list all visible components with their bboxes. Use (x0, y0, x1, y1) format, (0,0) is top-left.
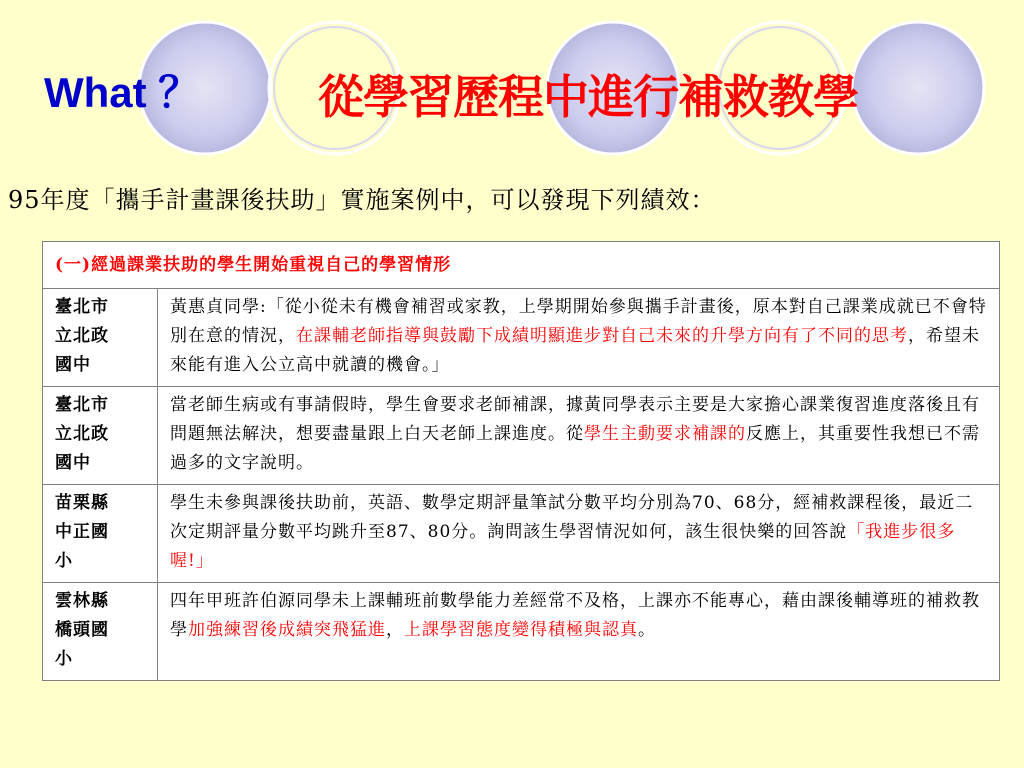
highlight-text: 上課學習態度變得積極與認真 (404, 620, 638, 640)
school-name-line: 立北政 (55, 326, 109, 346)
title-what: What ？ (44, 69, 201, 116)
table-row (43, 583, 1000, 681)
school-name-line: 小 (55, 649, 73, 669)
school-name-line: 臺北市 (55, 395, 109, 415)
highlight-text: 在課輔老師指導與鼓勵下成績明顯進步對自己未來的升學方向有了不同的思考 (296, 326, 908, 346)
description-text: 黃惠貞同學:「從小從未有機會補習或家教，上學期開始參與攜手計畫後，原本對自己課業成就已不會特別在意的情況， (170, 297, 987, 346)
description-text: 學生未參與課後扶助前，英語、數學定期評量筆試分數平均分別為70、68分，經補救課程後，最近二次定期評量分數平均跳升至87、80分。詢問該生學習情況如何，該生很快樂的回答說 (170, 493, 974, 542)
school-name-line: 苗栗縣 (55, 493, 109, 513)
description-text: 反應上，其重要性我想已不需過多的文字說明。 (170, 424, 980, 473)
page-title: 從學習歷程中進行補救教學 (318, 70, 858, 124)
description-text: 當老師生病或有事請假時，學生會要求老師補課，據黃同學表示主要是大家擔心課業復習進度落後且有問題無法解決，想要盡量跟上白天老師上課進度。從 (170, 395, 980, 444)
table-row (43, 485, 1000, 583)
intro-text: 95年度「攜手計畫課後扶助」實施案例中，可以發現下列績效： (8, 186, 716, 214)
school-cell (43, 289, 158, 387)
description-cell (158, 485, 1000, 583)
school-name-line: 雲林縣 (55, 591, 109, 611)
school-cell (43, 583, 158, 681)
description-text: ，希望未來能有進入公立高中就讀的機會。」 (170, 326, 980, 375)
school-name-line: 臺北市 (55, 297, 109, 317)
school-name-line: 國中 (55, 355, 91, 375)
school-name-line: 小 (55, 551, 73, 571)
school-name-line: 中正國 (55, 522, 109, 542)
school-name-line: 立北政 (55, 424, 109, 444)
highlight-text: 加強練習後成績突飛猛進 (188, 620, 386, 640)
school-cell (43, 387, 158, 485)
school-name-line: 橋頭國 (55, 620, 109, 640)
school-cell (43, 485, 158, 583)
description-cell (158, 387, 1000, 485)
table-header: (一)經過課業扶助的學生開始重視自己的學習情形 (43, 242, 1000, 289)
description-cell (158, 583, 1000, 681)
school-name-line: 國中 (55, 453, 91, 473)
table-row (43, 387, 1000, 485)
description-text: ， (386, 620, 404, 640)
table-header-row (43, 242, 1000, 289)
description-text: 四年甲班許伯源同學未上課輔班前數學能力差經常不及格，上課亦不能專心，藉由課後輔導班的補救教學 (170, 591, 980, 640)
highlight-text: 「我進步很多喔!」 (170, 522, 956, 571)
description-cell (158, 289, 1000, 387)
highlight-text: 學生主動要求補課的 (584, 424, 746, 444)
results-table (42, 241, 1000, 681)
table-row (43, 289, 1000, 387)
decor-circle-7 (852, 22, 984, 154)
description-text: 。 (638, 620, 656, 640)
